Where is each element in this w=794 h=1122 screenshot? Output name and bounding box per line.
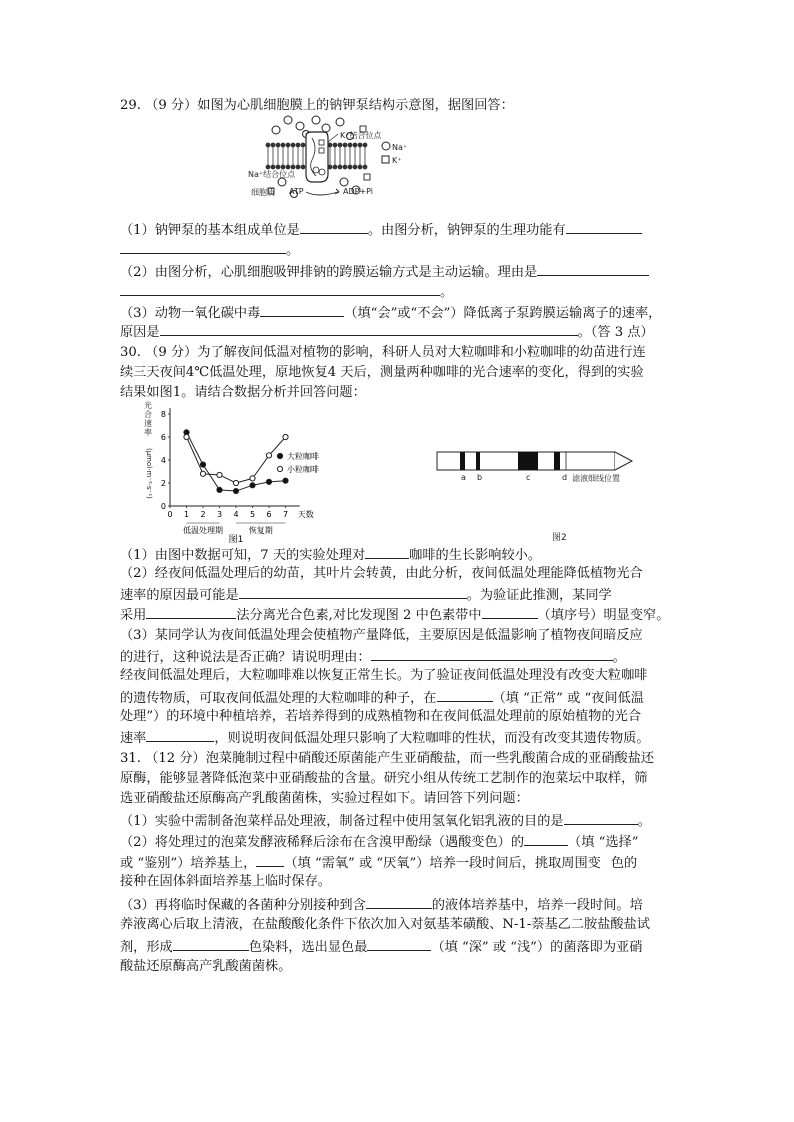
q30-line3: 结果如图1。请结合数据分析并回答问题： xyxy=(120,385,366,400)
q30-sub3-line1: （3）某同学认为夜间低温处理会使植物产量降低，主要原因是低温影响了植物夜间暗反应 xyxy=(120,628,643,643)
atp-label: ATP xyxy=(289,187,304,196)
q31-sub1: （1）实验中需制备泡菜样品处理液，制备过程中使用氢氧化铝乳液的目的是 。 xyxy=(120,811,651,831)
legend-marker xyxy=(277,466,282,471)
data-point xyxy=(266,453,271,458)
k-binding-site-label: K⁺结合位点 xyxy=(340,131,382,140)
data-point xyxy=(200,471,205,476)
q29-title: 29. （9 分）如图为心肌细胞膜上的钠钾泵结构示意图，据图回答： xyxy=(120,98,514,113)
figure2-caption: 图2 xyxy=(552,533,567,543)
legend-label: 大粒咖啡 xyxy=(287,452,319,461)
figure1-chart xyxy=(140,398,340,543)
q29-sub3-line2: 原因是 。（答 3 点） xyxy=(120,322,654,342)
q30-sub1: （1）由图中数据可知，7 天的实验处理对 咖啡的生长影响较小。 xyxy=(120,545,541,565)
q31-sub3-line4: 酸盐还原酶高产乳酸菌菌株。 xyxy=(120,959,292,974)
data-point xyxy=(283,434,288,439)
pigment-band-d xyxy=(554,452,560,470)
q30-sub3-line6: 速率 ，则说明夜间低温处理只影响了大粒咖啡的性状，而没有改变其遗传物质。 xyxy=(120,728,650,748)
y-tick-label: 8 xyxy=(160,410,166,419)
q30-sub3-line2: 的进行，这种说法是否正确？请说明理由： 。 xyxy=(120,647,626,667)
q31-sub2-line2: 或 “鉴别”）培养基上， （填 “需氧” 或 “厌氧”）培养一段时间后，挑取周围变 色的 xyxy=(120,853,637,873)
pump-protein xyxy=(306,132,328,182)
q31-sub3-line2: 养液离心后取上清液，在盐酸酸化条件下依次加入对氨基苯磺酸、N-1-萘基乙二胺盐酸盐试 xyxy=(120,917,650,932)
x-axis-label: 天数 xyxy=(297,510,314,519)
adp-pi-label: ADP+Pi xyxy=(343,187,374,196)
y-tick-label: 2 xyxy=(160,479,166,488)
q31-sub2-line3: 接种在固体斜面培养基上临时保存。 xyxy=(120,874,331,889)
q29-sub1-line2: 。 xyxy=(120,240,299,260)
data-point xyxy=(266,479,271,484)
cytoplasm-label: 细胞质 xyxy=(251,188,275,197)
x-tick-label: 6 xyxy=(266,510,272,519)
q30-sub2-line2: 速率的原因最可能是 。为验证此推测，某同学 xyxy=(120,585,612,605)
q30-sub3-line5: 处理”）的环境中种植培养，若培养得到的成熟植物和在夜间低温处理前的原始植物的光合 xyxy=(120,709,642,724)
q31-sub3-line1: （3）再将临时保藏的各菌种分别接种到含 的液体培养基中，培养一段时间。培 xyxy=(120,895,643,915)
filter-line-label: 滤液细线位置 xyxy=(572,474,620,483)
x-tick-label: 4 xyxy=(233,510,239,519)
data-point xyxy=(233,480,238,485)
band-label-c: c xyxy=(526,473,531,482)
q30-line1: 30. （9 分）为了解夜间低温对植物的影响，科研人员对大粒咖啡和小粒咖啡的幼苗进行连 xyxy=(120,345,646,360)
q30-sub2-line3: 采用 法分离光合色素,对比发现图 2 中色素带中 （填序号）明显变窄。 xyxy=(120,605,669,625)
chart-ylabel-unit: (μmol·m⁻²·s⁻¹) xyxy=(145,448,153,499)
data-point xyxy=(283,478,288,483)
legend-na-label: Na⁺ xyxy=(392,143,408,152)
figure1-caption: 图1 xyxy=(228,535,244,543)
legend-k-label: K⁺ xyxy=(392,156,402,165)
q30-line2: 续三天夜间4℃低温处理，原地恢复4 天后，测量两种咖啡的光合速率的变化，得到的实验 xyxy=(120,365,644,380)
q31-line1: 31. （12 分）泡菜腌制过程中硝酸还原菌能产生亚硝酸盐，而一些乳酸菌合成的亚硝酸盐还 xyxy=(120,751,655,766)
q30-sub3-line3: 经夜间低温处理后，大粒咖啡难以恢复正常生长。为了验证夜间低温处理没有改变大粒咖啡 xyxy=(120,668,648,683)
data-point xyxy=(250,476,255,481)
x-tick-label: 2 xyxy=(200,510,206,519)
q29-sub2-line2: 。 xyxy=(120,282,453,302)
band-label-d: d xyxy=(562,473,568,482)
x-tick-label: 3 xyxy=(216,510,223,519)
data-point xyxy=(250,483,255,488)
q29-sub2-line1: （2）由图分析，心肌细胞吸钾排钠的跨膜运输方式是主动运输。理由是 xyxy=(120,262,649,282)
y-tick-label: 4 xyxy=(160,456,166,465)
data-point xyxy=(217,487,222,492)
phase-label-cold: 低温处理期 xyxy=(183,526,223,535)
band-label-b: b xyxy=(477,473,483,482)
q31-line3: 选亚硝酸盐还原酶高产乳酸菌菌株，实验过程如下。请回答下列问题： xyxy=(120,791,529,806)
y-tick-label: 6 xyxy=(160,433,166,442)
legend-marker xyxy=(277,453,282,458)
legend-label: 小粒咖啡 xyxy=(287,465,319,474)
x-tick-label: 5 xyxy=(249,510,256,519)
x-tick-label: 0 xyxy=(167,510,173,519)
chart-ylabel: 光合速率 xyxy=(144,401,152,437)
data-point xyxy=(217,472,222,477)
q30-sub3-line4: 的遗传物质，可取夜间低温处理的大粒咖啡的种子，在 （填 “正常” 或 “夜间低温 xyxy=(120,688,644,708)
data-point xyxy=(200,462,205,467)
q30-sub2-line1: （2）经夜间低温处理后的幼苗，其叶片会转黄，由此分析，夜间低温处理能降低植物光合 xyxy=(120,566,643,581)
pigment-band-b xyxy=(476,452,480,470)
band-label-a: a xyxy=(461,473,466,482)
q29-sub3-line1: （3）动物一氧化碳中毒 （填“会”或“不会”）降低离子泵跨膜运输离子的速率， xyxy=(120,303,661,323)
q31-sub3-line3: 剂，形成 色染料，选出显色最 （填 “深” 或 “浅”）的菌落即为亚硝 xyxy=(120,937,642,957)
na-binding-site-label: Na⁺结合位点 xyxy=(248,170,296,179)
y-tick-label: 0 xyxy=(160,502,166,511)
q29-sub1-line1: （1）钠钾泵的基本组成单位是 。由图分析，钠钾泵的生理功能有 xyxy=(120,220,642,240)
pigment-band-a xyxy=(460,452,465,470)
q31-line2: 原酶，能够显著降低泡菜中亚硝酸盐的含量。研究小组从传统工艺制作的泡菜坛中取样，筛 xyxy=(120,771,648,786)
q31-sub2-line1: （2）将处理过的泡菜发酵液稀释后涂布在含溴甲酚绿（遇酸变色）的 （填 “选择” xyxy=(120,832,638,852)
x-tick-label: 1 xyxy=(183,510,190,519)
phase-label-recovery: 恢复期 xyxy=(248,526,273,535)
x-tick-label: 7 xyxy=(282,510,289,519)
data-point xyxy=(233,488,238,493)
data-point xyxy=(184,434,189,439)
pigment-band-c xyxy=(518,452,538,470)
